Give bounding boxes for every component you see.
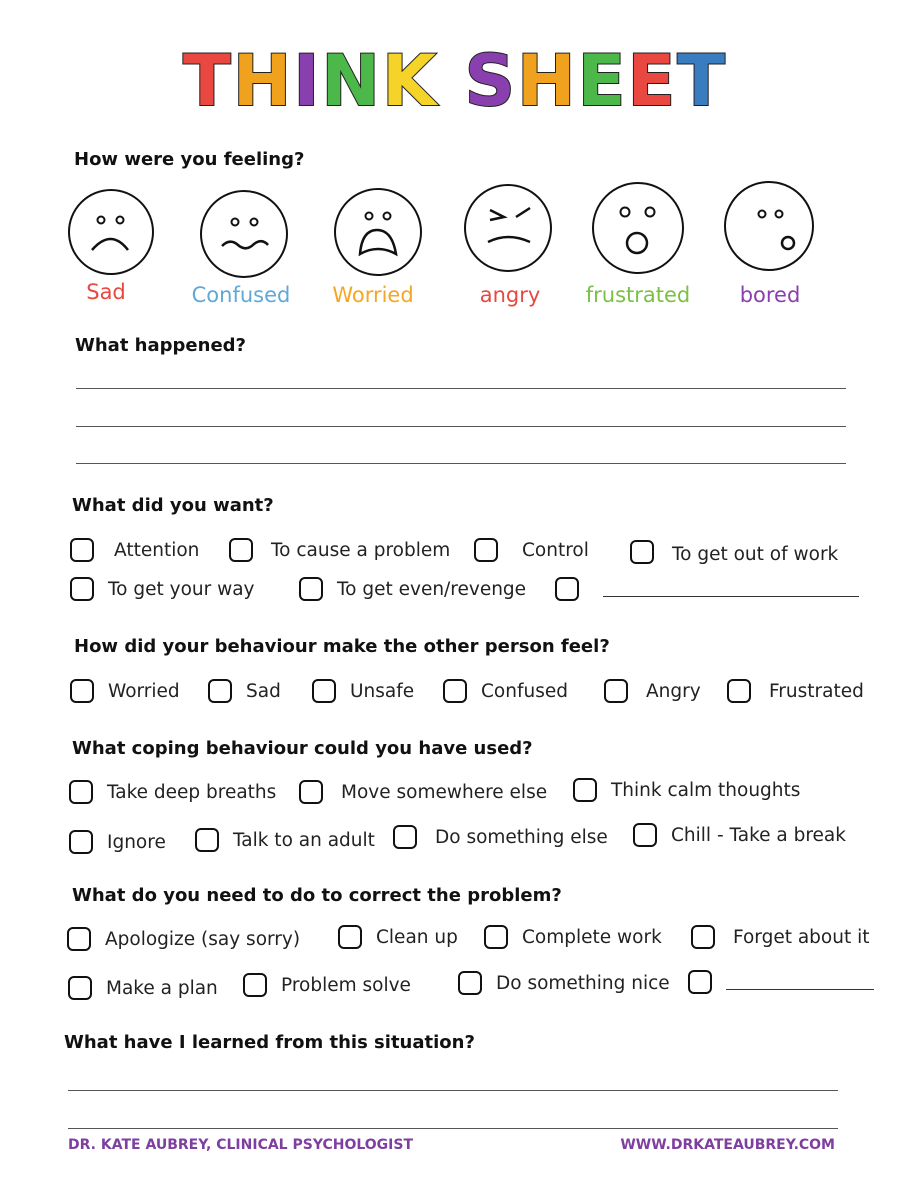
checkbox[interactable] — [68, 976, 92, 1000]
checkbox[interactable] — [555, 577, 579, 601]
other-blank-field[interactable] — [726, 975, 874, 990]
correct-option-something-nice[interactable] — [458, 971, 670, 995]
option-label: To get out of work — [672, 544, 839, 565]
checkbox[interactable] — [573, 778, 597, 802]
face-label-confused: Confused — [191, 283, 291, 307]
correct-option-apologize[interactable] — [67, 927, 300, 951]
coping-option-ignore[interactable] — [69, 830, 166, 854]
want-option-out-of-work[interactable] — [630, 538, 838, 565]
option-label: Problem solve — [281, 974, 411, 996]
coping-option-talk-adult[interactable] — [195, 828, 375, 852]
coping-option-deep-breaths[interactable] — [69, 780, 276, 804]
checkbox[interactable] — [312, 679, 336, 703]
title-letter: E — [577, 40, 628, 122]
option-label: Worried — [108, 680, 180, 702]
learned-line-2[interactable] — [68, 1128, 838, 1129]
checkbox[interactable] — [229, 538, 253, 562]
title-letter: I — [293, 40, 322, 122]
checkbox[interactable] — [299, 780, 323, 804]
title-letter: H — [232, 40, 294, 122]
happened-line-2[interactable] — [76, 426, 846, 427]
title-letter: T — [677, 40, 728, 122]
option-label: Apologize (say sorry) — [105, 928, 301, 950]
checkbox[interactable] — [70, 679, 94, 703]
correct-option-complete-work[interactable] — [484, 925, 662, 949]
option-label: Forget about it — [733, 926, 870, 948]
option-label: Clean up — [376, 926, 458, 948]
option-label: Ignore — [107, 831, 166, 853]
checkbox[interactable] — [633, 823, 657, 847]
face-label-worried: Worried — [332, 283, 414, 307]
want-option-get-your-way[interactable] — [70, 577, 255, 601]
option-label: Chill - Take a break — [671, 824, 846, 846]
feel-option-confused[interactable] — [443, 679, 568, 703]
correct-option-make-plan[interactable] — [68, 976, 218, 1000]
correct-option-other[interactable] — [688, 970, 874, 994]
option-label: To get your way — [108, 578, 255, 600]
title-letter: T — [182, 40, 233, 122]
other-feel-question: How did your behaviour make the other person feel? — [74, 636, 610, 657]
feel-option-unsafe[interactable] — [312, 679, 414, 703]
learned-question: What have I learned from this situation? — [64, 1032, 475, 1053]
checkbox[interactable] — [70, 577, 94, 601]
option-label: Move somewhere else — [341, 781, 548, 803]
feel-option-sad[interactable] — [208, 679, 281, 703]
happened-line-1[interactable] — [76, 388, 846, 389]
checkbox[interactable] — [338, 925, 362, 949]
checkbox[interactable] — [458, 971, 482, 995]
frustrated-face-icon[interactable] — [590, 180, 686, 276]
option-label: Unsafe — [350, 680, 415, 702]
correct-option-forget[interactable] — [691, 925, 870, 949]
checkbox[interactable] — [195, 828, 219, 852]
correct-question: What do you need to do to correct the problem? — [72, 885, 562, 906]
option-label: Sad — [246, 680, 281, 702]
want-question: What did you want? — [72, 495, 274, 516]
want-option-control[interactable] — [474, 538, 589, 562]
want-option-attention[interactable] — [70, 538, 199, 562]
face-label-bored: bored — [739, 283, 801, 307]
option-label: Angry — [646, 680, 701, 702]
option-label: Frustrated — [769, 680, 864, 702]
option-label: To cause a problem — [271, 539, 451, 561]
footer-author: DR. KATE AUBREY, CLINICAL PSYCHOLOGIST — [68, 1137, 414, 1153]
sad-face-icon[interactable] — [66, 188, 156, 278]
checkbox[interactable] — [727, 679, 751, 703]
option-label: Confused — [481, 680, 568, 702]
angry-face-icon[interactable] — [462, 184, 554, 274]
checkbox[interactable] — [393, 825, 417, 849]
want-option-cause-problem[interactable] — [229, 538, 450, 562]
title-letter: S — [464, 40, 518, 122]
correct-option-clean-up[interactable] — [338, 925, 458, 949]
happened-question: What happened? — [75, 335, 246, 356]
option-label: Talk to an adult — [233, 829, 375, 851]
option-label: Think calm thoughts — [611, 779, 801, 801]
want-option-revenge[interactable] — [299, 577, 526, 601]
footer-website[interactable]: WWW.DRKATEAUBREY.COM — [620, 1137, 835, 1153]
title-letter: K — [381, 40, 439, 122]
checkbox[interactable] — [243, 973, 267, 997]
checkbox[interactable] — [70, 538, 94, 562]
option-label: Complete work — [522, 926, 662, 948]
worried-face-icon[interactable] — [332, 186, 424, 278]
page-title — [0, 40, 910, 122]
option-label: Control — [522, 539, 589, 561]
checkbox[interactable] — [69, 830, 93, 854]
coping-option-move[interactable] — [299, 780, 547, 804]
checkbox[interactable] — [484, 925, 508, 949]
checkbox[interactable] — [630, 540, 654, 564]
title-letter: H — [517, 40, 578, 122]
bored-face-icon[interactable] — [722, 180, 818, 274]
checkbox[interactable] — [688, 970, 712, 994]
feel-option-angry[interactable] — [604, 679, 701, 703]
feel-option-worried[interactable] — [70, 679, 180, 703]
learned-line-1[interactable] — [68, 1090, 838, 1091]
coping-option-take-break[interactable] — [633, 823, 846, 847]
option-label: Make a plan — [106, 977, 218, 999]
title-letter: N — [321, 40, 382, 122]
checkbox[interactable] — [299, 577, 323, 601]
happened-line-3[interactable] — [76, 463, 846, 464]
title-letter: E — [627, 40, 678, 122]
checkbox[interactable] — [67, 927, 91, 951]
title-letter — [438, 40, 464, 122]
checkbox[interactable] — [604, 679, 628, 703]
feel-option-frustrated[interactable] — [727, 679, 864, 703]
coping-option-calm-thoughts[interactable] — [573, 778, 800, 802]
option-label: Attention — [114, 539, 200, 561]
feelings-question: How were you feeling? — [74, 149, 305, 170]
option-label: Take deep breaths — [107, 781, 277, 803]
coping-question: What coping behaviour could you have used? — [72, 738, 533, 759]
checkbox[interactable] — [691, 925, 715, 949]
checkbox[interactable] — [443, 679, 467, 703]
option-label: To get even/revenge — [337, 578, 527, 600]
face-label-frustrated: frustrated — [585, 283, 691, 307]
face-label-angry: angry — [479, 283, 541, 307]
checkbox[interactable] — [474, 538, 498, 562]
face-label-sad: Sad — [86, 280, 126, 304]
want-option-other[interactable] — [555, 577, 859, 601]
option-label: Do something nice — [496, 972, 670, 994]
checkbox[interactable] — [69, 780, 93, 804]
correct-option-problem-solve[interactable] — [243, 973, 411, 997]
option-label: Do something else — [435, 826, 608, 848]
coping-option-something-else[interactable] — [393, 825, 608, 849]
other-blank-field[interactable] — [603, 582, 859, 597]
confused-face-icon[interactable] — [198, 190, 290, 280]
checkbox[interactable] — [208, 679, 232, 703]
